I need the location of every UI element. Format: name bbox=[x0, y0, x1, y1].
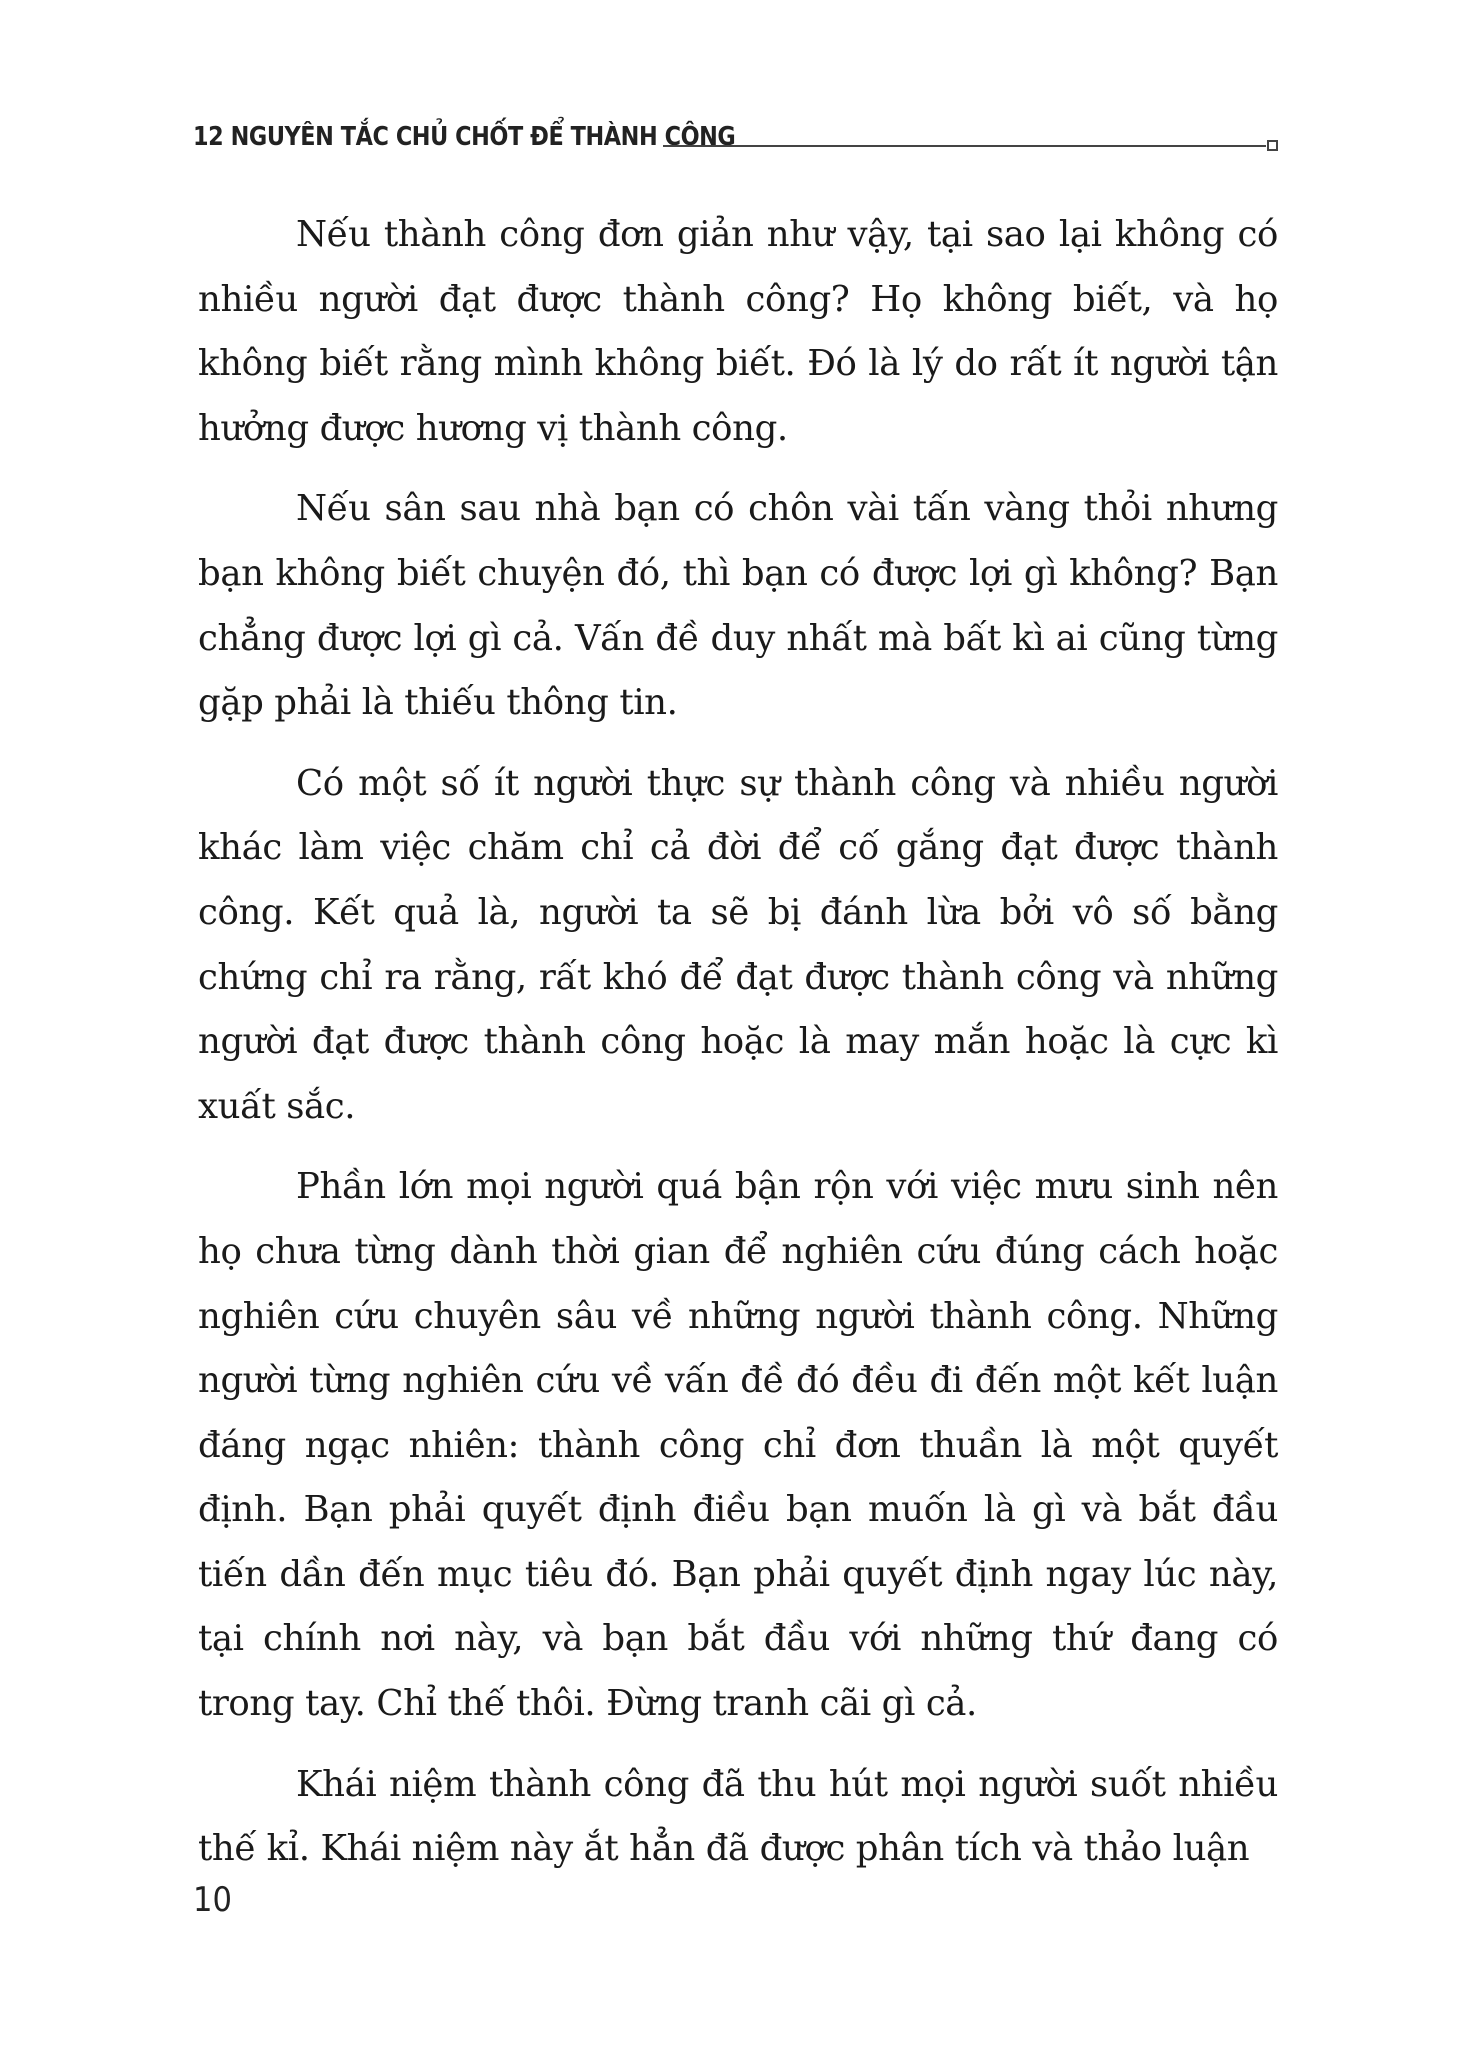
body-text bbox=[198, 203, 1278, 1898]
header-end-square-icon bbox=[1267, 140, 1278, 151]
paragraph: Phần lớn mọi người quá bận rộn với việc mưu sinh nên họ chưa từng dành thời gian để nghiên cứu đúng cách hoặc nghiên cứu chuyên sâu về những người thành công. Những người từng nghiên cứu về vấn đề đó đều đi đến một kết luận đáng ngạc nhiên: thành công chỉ đơn thuần là một quyết định. Bạn phải quyết định điều bạn muốn là gì và bắt đầu tiến dần đến mục tiêu đó. Bạn phải quyết định ngay lúc này, tại chính nơi này, và bạn bắt đầu với những thứ đang có trong tay. Chỉ thế thôi. Đừng tranh cãi gì cả. bbox=[198, 1166, 1278, 1725]
paragraph: Nếu thành công đơn giản như vậy, tại sao lại không có nhiều người đạt được thành công? Họ không biết, và họ không biết rằng mình không biết. Đó là lý do rất ít người tận hưởng được hương vị thành công. bbox=[198, 214, 1278, 449]
paragraph: Khái niệm thành công đã thu hút mọi người suốt nhiều thế kỉ. Khái niệm này ắt hẳn đã được phân tích và thảo luận bbox=[198, 1763, 1278, 1870]
header-rule bbox=[663, 145, 1266, 147]
running-header bbox=[193, 117, 1278, 157]
paragraph: Nếu sân sau nhà bạn có chôn vài tấn vàng thỏi nhưng bạn không biết chuyện đó, thì bạn có được lợi gì không? Bạn chẳng được lợi gì cả. Vấn đề duy nhất mà bất kì ai cũng từng gặp phải là thiếu thông tin. bbox=[198, 488, 1278, 724]
page-number: 10 bbox=[193, 1880, 232, 1920]
paragraph: Có một số ít người thực sự thành công và nhiều người khác làm việc chăm chỉ cả đời để cố gắng đạt được thành công. Kết quả là, người ta sẽ bị đánh lừa bởi vô số bằng chứng chỉ ra rằng, rất khó để đạt được thành công và những người đạt được thành công hoặc là may mắn hoặc là cực kì xuất sắc. bbox=[198, 762, 1278, 1127]
running-title: 12 NGUYÊN TẮC CHỦ CHỐT ĐỂ THÀNH CÔNG bbox=[193, 122, 736, 152]
